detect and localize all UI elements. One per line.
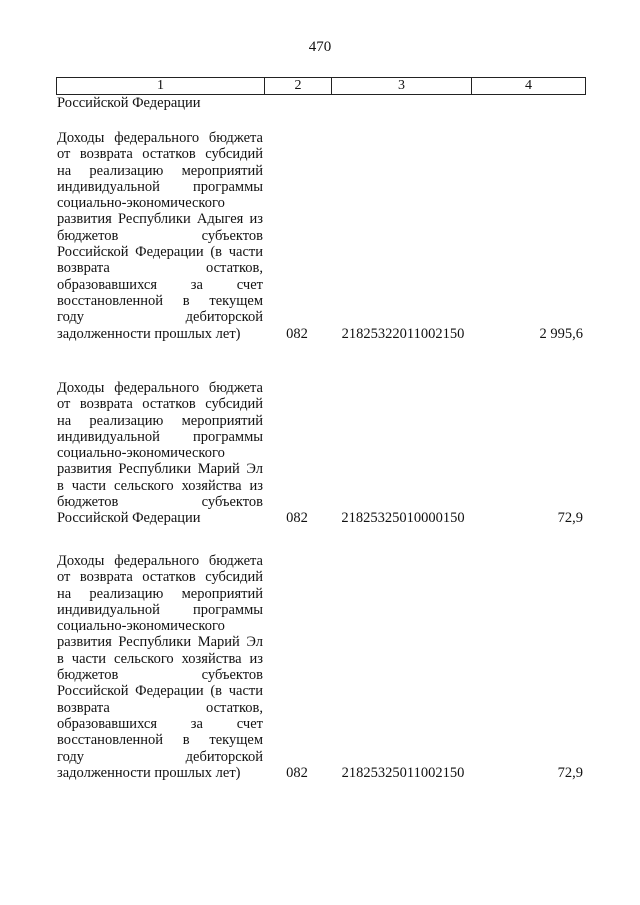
column-header-table xyxy=(56,77,586,95)
description-line: году дебиторской xyxy=(57,748,263,765)
description-line: на реализацию мероприятий xyxy=(57,585,263,602)
administrator-code: 082 xyxy=(286,764,308,781)
description-line: социально-экономического xyxy=(57,445,225,462)
description-line: Российской Федерации (в части xyxy=(57,683,263,700)
description-line: развития Республики Марий Эл xyxy=(57,634,263,651)
amount-value: 2 995,6 xyxy=(539,325,583,342)
description-line: восстановленной в текущем xyxy=(57,292,263,309)
description-line: индивидуальной программы xyxy=(57,428,263,445)
column-header-3: 3 xyxy=(332,78,472,95)
description-line: в части сельского хозяйства из xyxy=(57,650,263,667)
amount-value: 72,9 xyxy=(557,764,583,781)
description-line: бюджетов субъектов xyxy=(57,667,263,684)
row-description xyxy=(57,130,263,342)
description-line: Российской Федерации xyxy=(57,510,201,527)
description-line: бюджетов субъектов xyxy=(57,227,263,244)
description-line: задолженности прошлых лет) xyxy=(57,764,241,781)
description-line: на реализацию мероприятий xyxy=(57,412,263,429)
row-description xyxy=(57,380,263,527)
description-line: Российской Федерации (в части xyxy=(57,244,263,261)
description-line: бюджетов субъектов xyxy=(57,494,263,511)
description-line: образовавшихся за счет xyxy=(57,715,263,732)
description-line: восстановленной в текущем xyxy=(57,732,263,749)
budget-classification-code: 21825325011002150 xyxy=(341,764,465,781)
description-line: развития Республики Марий Эл xyxy=(57,461,263,478)
administrator-code: 082 xyxy=(286,510,308,527)
description-line: социально-экономического xyxy=(57,195,225,212)
description-line: Доходы федерального бюджета xyxy=(57,553,263,569)
administrator-code: 082 xyxy=(286,325,308,342)
column-header-4: 4 xyxy=(472,78,586,95)
description-line: Доходы федерального бюджета xyxy=(57,380,263,396)
description-line: образовавшихся за счет xyxy=(57,276,263,293)
description-line: социально-экономического xyxy=(57,618,225,635)
amount-value: 72,9 xyxy=(557,510,583,527)
description-line: индивидуальной программы xyxy=(57,178,263,195)
page-number: 470 xyxy=(308,39,332,55)
description-line: году дебиторской xyxy=(57,309,263,326)
budget-classification-code: 21825322011002150 xyxy=(341,325,465,342)
budget-classification-code: 21825325010000150 xyxy=(341,510,465,527)
description-line: Доходы федерального бюджета xyxy=(57,130,263,146)
description-line: задолженности прошлых лет) xyxy=(57,325,241,342)
column-header-row xyxy=(57,78,586,95)
column-header-2: 2 xyxy=(265,78,332,95)
description-line: в части сельского хозяйства из xyxy=(57,477,263,494)
description-line: от возврата остатков субсидий xyxy=(57,146,263,163)
description-line: возврата остатков, xyxy=(57,260,263,277)
description-line: от возврата остатков субсидий xyxy=(57,396,263,413)
column-header-1: 1 xyxy=(57,78,265,95)
continued-row-text: Российской Федерации xyxy=(57,95,201,111)
description-line: возврата остатков, xyxy=(57,699,263,716)
description-line: индивидуальной программы xyxy=(57,601,263,618)
row-description xyxy=(57,553,263,781)
description-line: развития Республики Адыгея из xyxy=(57,211,263,228)
description-line: на реализацию мероприятий xyxy=(57,162,263,179)
description-line: от возврата остатков субсидий xyxy=(57,569,263,586)
